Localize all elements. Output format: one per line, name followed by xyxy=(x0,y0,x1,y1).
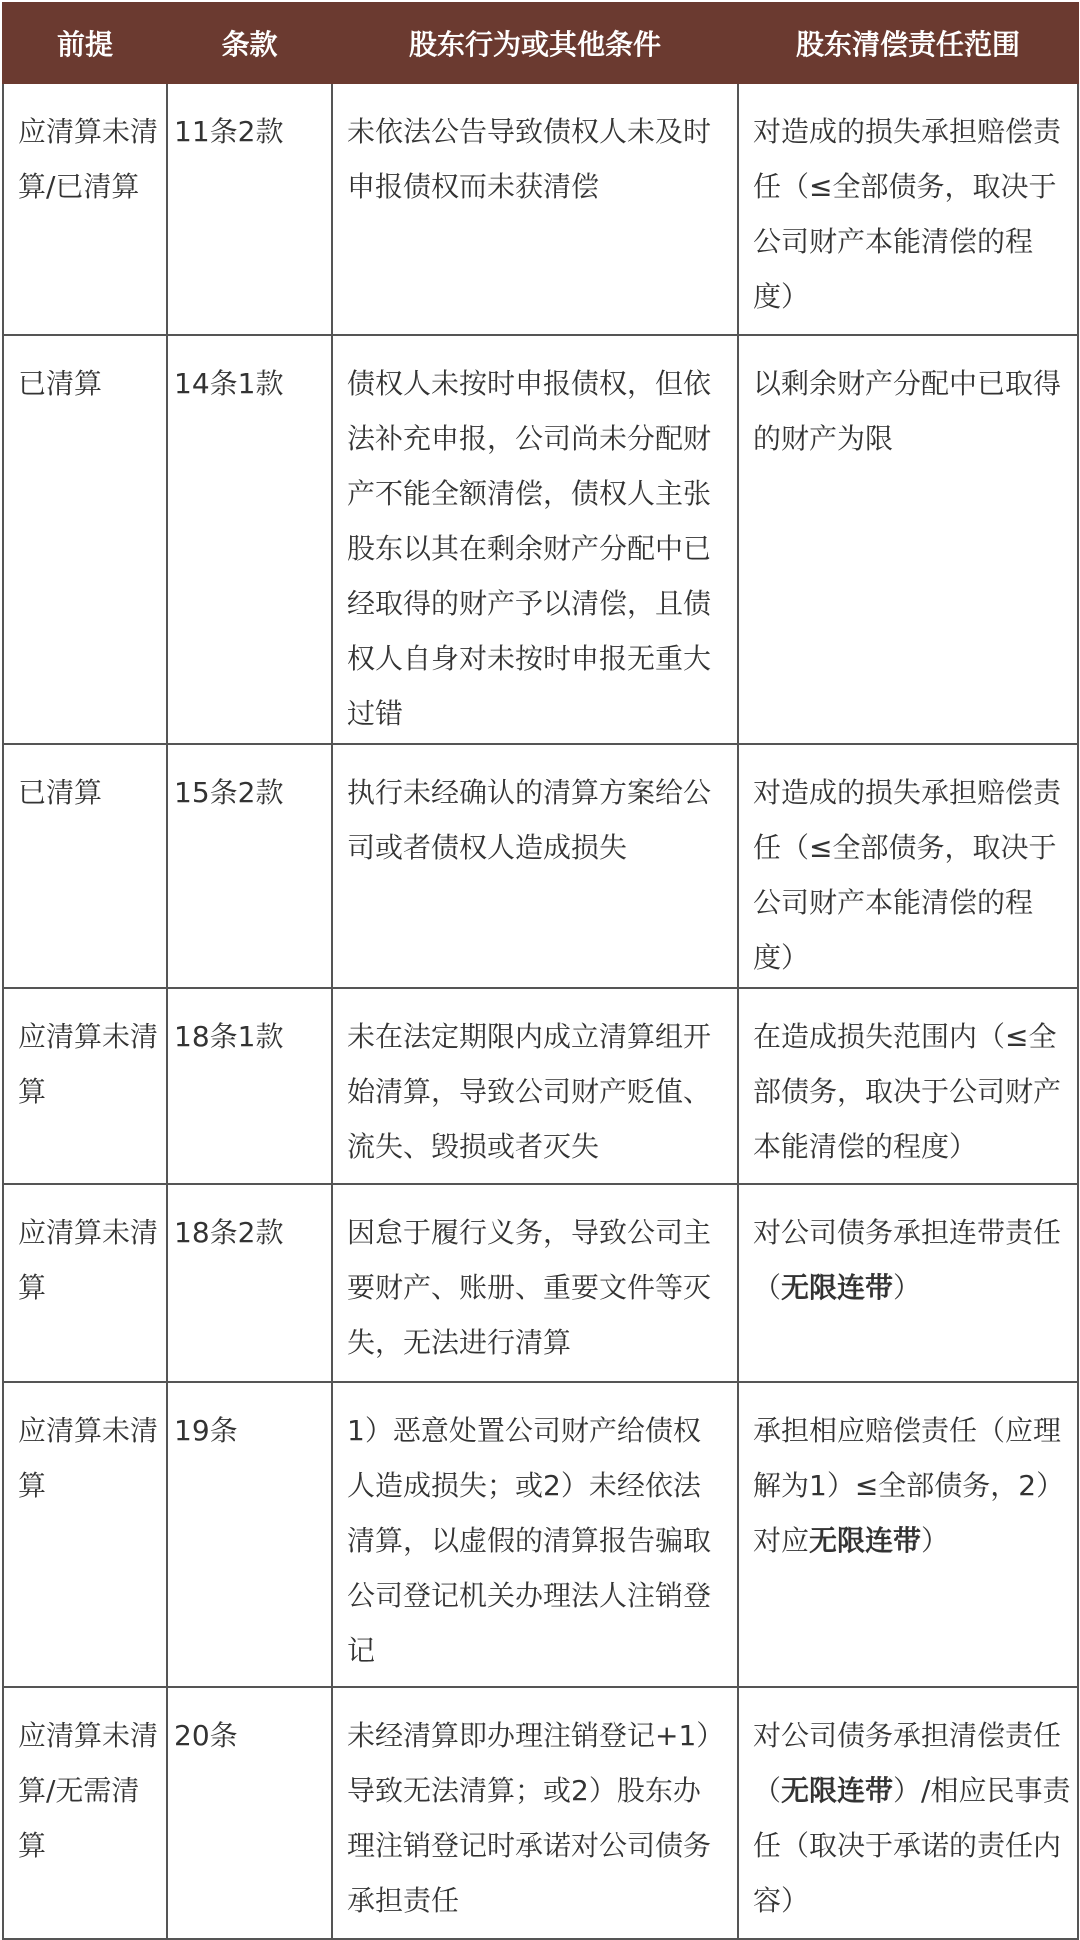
premise-text: 应清算未清算 xyxy=(18,1414,159,1502)
premise-text: 应清算未清算 xyxy=(18,1216,159,1304)
premise-text: 应清算未清算/无需清算 xyxy=(18,1719,159,1862)
cell-action xyxy=(332,988,738,1184)
table-row xyxy=(3,988,1078,1184)
cell-action xyxy=(332,1184,738,1382)
cell-article xyxy=(167,83,332,335)
cell-scope xyxy=(738,1184,1078,1382)
scope-emphasis: 无限连带 xyxy=(781,1774,894,1807)
cell-premise xyxy=(3,1382,167,1687)
cell-action xyxy=(332,1382,738,1687)
cell-article xyxy=(167,1687,332,1939)
article-text: 18条2款 xyxy=(174,1216,284,1249)
article-text: 20条 xyxy=(174,1719,238,1752)
header-article: 条款 xyxy=(167,3,332,83)
action-text: 1）恶意处置公司财产给债权人造成损失；或2）未经依法清算，以虚假的清算报告骗取公司登记机关办理法人注销登记 xyxy=(347,1414,712,1667)
cell-premise xyxy=(3,1184,167,1382)
cell-scope xyxy=(738,988,1078,1184)
cell-premise xyxy=(3,744,167,988)
table-row xyxy=(3,1184,1078,1382)
action-text: 未依法公告导致债权人未及时申报债权而未获清偿 xyxy=(347,115,712,203)
premise-text: 已清算 xyxy=(18,776,103,809)
cell-action xyxy=(332,744,738,988)
table-row xyxy=(3,744,1078,988)
cell-scope xyxy=(738,1382,1078,1687)
cell-article xyxy=(167,988,332,1184)
cell-scope xyxy=(738,335,1078,744)
scope-part: 对公司债务承担清偿责任（ xyxy=(753,1719,1062,1807)
action-text: 债权人未按时申报债权，但依法补充申报，公司尚未分配财产不能全额清偿，债权人主张股东以其在剩余财产分配中已经取得的财产予以清偿，且债权人自身对未按时申报无重大过错 xyxy=(347,367,712,730)
premise-text: 已清算 xyxy=(18,367,103,400)
table-row xyxy=(3,83,1078,335)
header-premise: 前提 xyxy=(3,3,167,83)
scope-emphasis: 无限连带 xyxy=(809,1524,922,1557)
header-scope: 股东清偿责任范围 xyxy=(738,3,1078,83)
scope-part: ） xyxy=(893,1271,922,1304)
action-text: 执行未经确认的清算方案给公司或者债权人造成损失 xyxy=(347,776,712,864)
scope-text xyxy=(753,1205,1073,1315)
scope-part: ）/相应民事责任（取决于承诺的责任内容） xyxy=(753,1774,1071,1917)
cell-action xyxy=(332,1687,738,1939)
cell-article xyxy=(167,1184,332,1382)
cell-premise xyxy=(3,1687,167,1939)
action-text: 因怠于履行义务，导致公司主要财产、账册、重要文件等灭失，无法进行清算 xyxy=(347,1216,712,1359)
article-text: 19条 xyxy=(174,1414,238,1447)
scope-part: 对公司债务承担连带责任（ xyxy=(753,1216,1062,1304)
scope-text: 对造成的损失承担赔偿责任（≤全部债务，取决于公司财产本能清偿的程度） xyxy=(753,776,1062,974)
scope-text xyxy=(753,1708,1073,1928)
premise-text: 应清算未清算 xyxy=(18,1020,159,1108)
cell-article xyxy=(167,335,332,744)
scope-text xyxy=(753,1403,1073,1568)
scope-text: 以剩余财产分配中已取得的财产为限 xyxy=(753,367,1062,455)
liability-table xyxy=(2,2,1079,1940)
action-text: 未经清算即办理注销登记+1）导致无法清算；或2）股东办理注销登记时承诺对公司债务承担责任 xyxy=(347,1719,712,1917)
table-row xyxy=(3,1382,1078,1687)
cell-scope xyxy=(738,744,1078,988)
article-text: 18条1款 xyxy=(174,1020,284,1053)
cell-article xyxy=(167,1382,332,1687)
cell-action xyxy=(332,83,738,335)
cell-premise xyxy=(3,988,167,1184)
cell-action xyxy=(332,335,738,744)
article-text: 15条2款 xyxy=(174,776,284,809)
scope-emphasis: 无限连带 xyxy=(781,1271,894,1304)
cell-scope xyxy=(738,1687,1078,1939)
scope-part: 承担相应赔偿责任（应理解为1）≤全部债务，2）对应 xyxy=(753,1414,1065,1557)
cell-premise xyxy=(3,83,167,335)
scope-part: ） xyxy=(921,1524,950,1557)
table-row xyxy=(3,335,1078,744)
cell-article xyxy=(167,744,332,988)
header-action: 股东行为或其他条件 xyxy=(332,3,738,83)
article-text: 14条1款 xyxy=(174,367,284,400)
action-text: 未在法定期限内成立清算组开始清算，导致公司财产贬值、流失、毁损或者灭失 xyxy=(347,1020,712,1163)
cell-scope xyxy=(738,83,1078,335)
table-header-row xyxy=(3,3,1078,83)
scope-text: 对造成的损失承担赔偿责任（≤全部债务，取决于公司财产本能清偿的程度） xyxy=(753,115,1062,313)
table-row xyxy=(3,1687,1078,1939)
scope-text: 在造成损失范围内（≤全部债务，取决于公司财产本能清偿的程度） xyxy=(753,1020,1062,1163)
premise-text: 应清算未清算/已清算 xyxy=(18,115,159,203)
article-text: 11条2款 xyxy=(174,115,284,148)
cell-premise xyxy=(3,335,167,744)
